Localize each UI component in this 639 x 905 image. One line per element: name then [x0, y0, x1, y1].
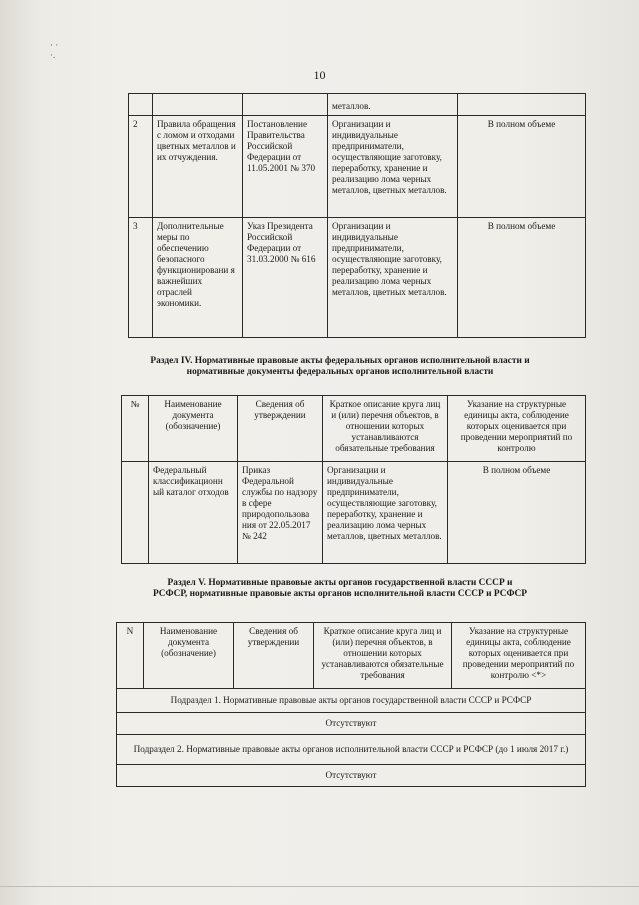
header-desc: Краткое описание круга лиц и (или) перечня объектов, в отношении которых устанавливаются обязательные требования	[323, 396, 448, 462]
table-section-5	[116, 622, 586, 787]
header-name: Наименование документа (обозначение)	[144, 623, 234, 689]
cell-desc: Организации и индивидуальные предприниматели, осуществляющие заготовку, переработку, хранение и реализацию лома черных металлов, цветных металлов.	[328, 218, 458, 338]
table-header-row	[122, 396, 586, 462]
table-continuation	[128, 93, 586, 338]
cell-name: Правила обращения с ломом и отходами цветных металлов и их отчуждения.	[153, 116, 243, 218]
absent-row	[117, 765, 586, 787]
subsection-2-title: Подраздел 2. Нормативные правовые акты органов исполнительной власти СССР и РСФСР (до 1 июля 2017 г.)	[117, 735, 586, 765]
page-bottom-edge	[0, 886, 639, 887]
cell-desc: металлов.	[328, 94, 458, 116]
cell-num	[129, 94, 153, 116]
table-row	[129, 94, 586, 116]
subsection-row	[117, 735, 586, 765]
absent-row	[117, 713, 586, 735]
cell-name: Федеральный классификационн ый каталог отходов	[149, 462, 238, 564]
table-row	[122, 462, 586, 564]
subsection-1-title: Подраздел 1. Нормативные правовые акты органов государственной власти СССР и РСФСР	[117, 689, 586, 713]
cell-scope: В полном объеме	[458, 218, 586, 338]
cell-name	[153, 94, 243, 116]
cell-info: Указ Президента Российской Федерации от 31.03.2000 № 616	[243, 218, 328, 338]
table-row	[129, 116, 586, 218]
header-scope: Указание на структурные единицы акта, соблюдение которых оценивается при проведении мероприятий по контролю <*>	[452, 623, 586, 689]
subsection-row	[117, 689, 586, 713]
header-info: Сведения об утверждении	[238, 396, 323, 462]
cell-name: Дополнительные меры по обеспечению безопасного функционировани я важнейших отраслей экономики.	[153, 218, 243, 338]
cell-info: Приказ Федеральной службы по надзору в сфере природопользова ния от 22.05.2017 № 242	[238, 462, 323, 564]
cell-info	[243, 94, 328, 116]
cell-num: 3	[129, 218, 153, 338]
section-5-title: Раздел V. Нормативные правовые акты органов государственной власти СССР и РСФСР, нормативные правовые акты органов исполнительной власти СССР и РСФСР	[152, 578, 528, 599]
table-section-4	[121, 395, 586, 564]
absent-label-1: Отсутствуют	[117, 713, 586, 735]
section-4-title: Раздел IV. Нормативные правовые акты федеральных органов исполнительной власти и нормативные документы федеральных органов исполнительной власти	[150, 356, 530, 377]
header-num: N	[117, 623, 144, 689]
table-header-row	[117, 623, 586, 689]
cell-num: 2	[129, 116, 153, 218]
scan-specks: · · ·.	[50, 40, 59, 60]
cell-desc: Организации и индивидуальные предприниматели, осуществляющие заготовку, переработку, хранение и реализацию лома черных металлов, цветных металлов.	[328, 116, 458, 218]
table-row	[129, 218, 586, 338]
header-name: Наименование документа (обозначение)	[149, 396, 238, 462]
cell-scope	[458, 94, 586, 116]
cell-num	[122, 462, 149, 564]
cell-scope: В полном объеме	[458, 116, 586, 218]
page-number: 10	[313, 68, 326, 82]
cell-desc: Организации и индивидуальные предприниматели, осуществляющие заготовку, переработку, хранение и реализацию лома черных металлов, цветных металлов.	[323, 462, 448, 564]
header-num: №	[122, 396, 149, 462]
absent-label-2: Отсутствуют	[117, 765, 586, 787]
header-desc: Краткое описание круга лиц и (или) перечня объектов, в отношении которых устанавливаются обязательные требования	[314, 623, 452, 689]
header-scope: Указание на структурные единицы акта, соблюдение которых оценивается при проведении мероприятий по контролю	[448, 396, 586, 462]
header-info: Сведения об утверждении	[234, 623, 314, 689]
cell-info: Постановление Правительства Российской Федерации от 11.05.2001 № 370	[243, 116, 328, 218]
cell-scope: В полном объеме	[448, 462, 586, 564]
